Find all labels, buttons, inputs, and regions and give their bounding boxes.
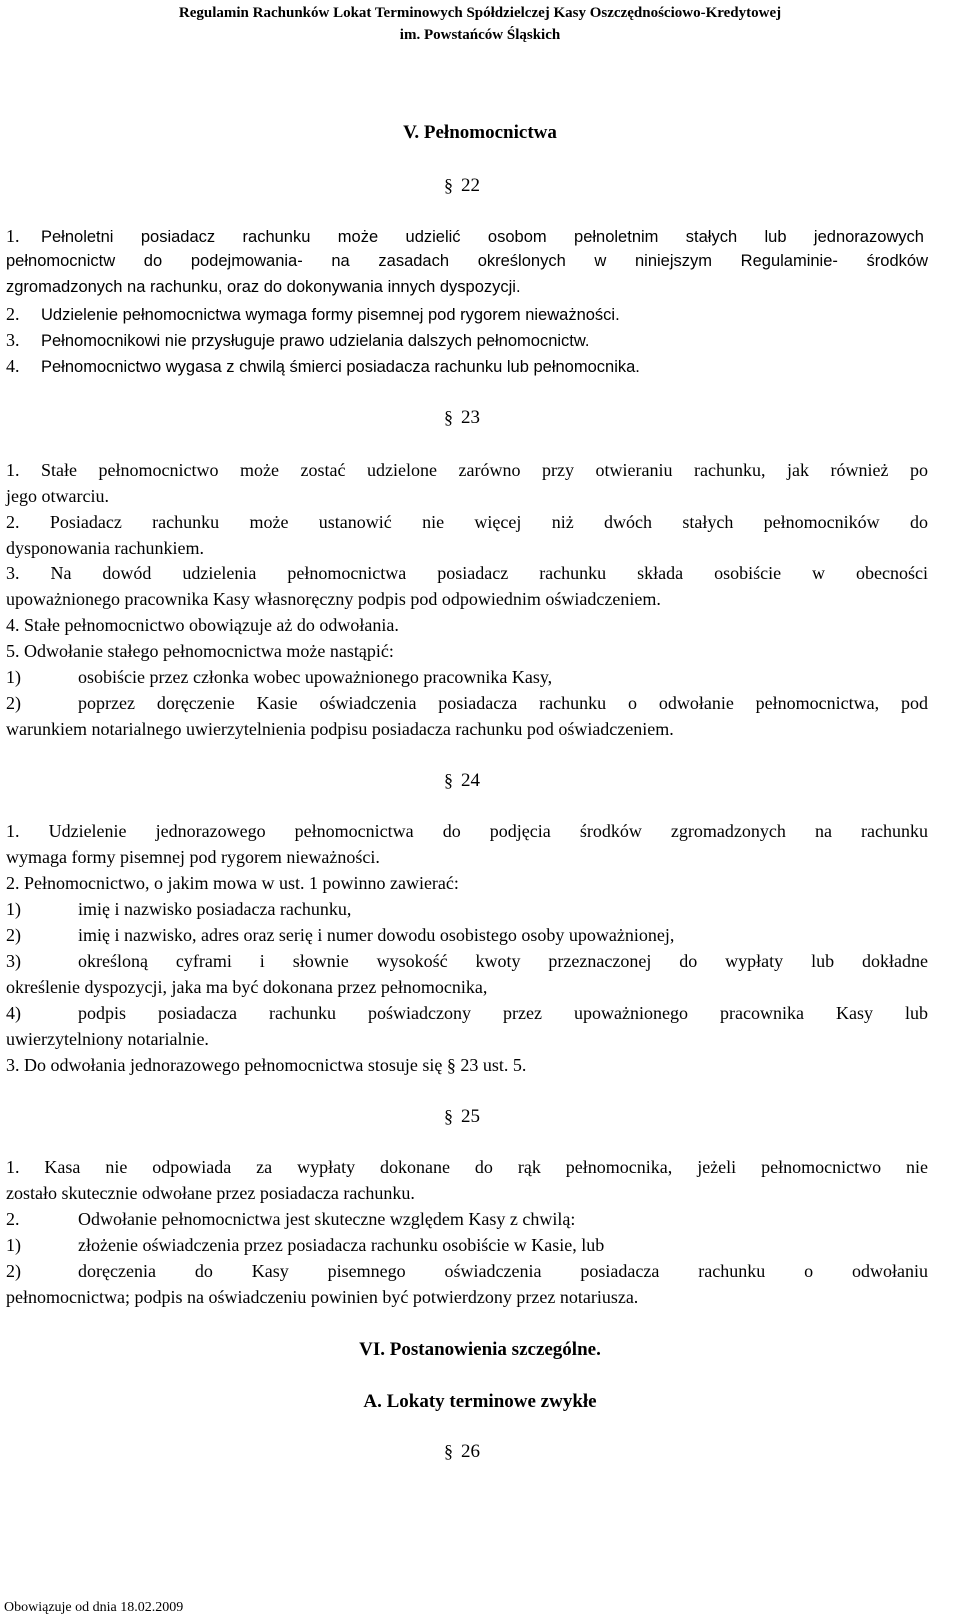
p22-item-1-line-2: pełnomocnictw do podejmowania- na zasadach określonych w niniejszym Regulaminie- środków — [6, 252, 928, 270]
p23-item-1-line-2: jego otwarciu. — [6, 486, 109, 506]
p24-sub-4-line-2: uwierzytelniony notarialnie. — [6, 1029, 209, 1049]
paragraph-number: 25 — [461, 1106, 480, 1127]
section-vi-title: VI. Postanowienia szczególne. — [359, 1339, 601, 1360]
p23-sub-2-line-2: warunkiem notarialnego uwierzytelnienia podpisu posiadacza rachunku pod oświadczeniem. — [6, 719, 674, 739]
section-sign: § — [444, 175, 453, 195]
paragraph-mark-22 — [444, 175, 480, 197]
p23-item-3-line-1: 3. Na dowód udzielenia pełnomocnictwa posiadacz rachunku składa osobiście w obecności — [6, 563, 928, 583]
header-line-1: Regulamin Rachunków Lokat Terminowych Spółdzielczej Kasy Oszczędnościowo-Kredytowej — [178, 5, 782, 21]
running-header — [0, 2, 960, 46]
p24-sub-1: 1) imię i nazwisko posiadacza rachunku, — [6, 899, 352, 919]
paragraph-number: 23 — [461, 407, 480, 428]
p25-sub-2-line-1: 2) doręczenia do Kasy pisemnego oświadczenia posiadacza rachunku o odwołaniu — [6, 1261, 928, 1281]
paragraph-number: 24 — [461, 770, 480, 791]
paragraph-mark-23 — [444, 407, 480, 429]
p23-sub-2-line-1: 2) poprzez doręczenie Kasie oświadczenia posiadacza rachunku o odwołanie pełnomocnictwa, pod — [6, 693, 928, 713]
p24-item-2: 2. Pełnomocnictwo, o jakim mowa w ust. 1 powinno zawierać: — [6, 873, 459, 893]
page-footer: Obowiązuje od dnia 18.02.2009 — [4, 1600, 184, 1615]
p25-item-2: 2. Odwołanie pełnomocnictwa jest skuteczne względem Kasy z chwilą: — [6, 1209, 576, 1229]
p22-item-4: 4. Pełnomocnictwo wygasa z chwilą śmierci posiadacza rachunku lub pełnomocnika. — [6, 356, 640, 376]
p22-item-1-line-1: 1. Pełnoletni posiadacz rachunku może udzielić osobom pełnoletnim stałych lub jednorazowych — [6, 226, 924, 246]
section-sign: § — [444, 1441, 453, 1461]
p24-item-3: 3. Do odwołania jednorazowego pełnomocnictwa stosuje się § 23 ust. 5. — [6, 1055, 527, 1075]
p24-item-1-line-1: 1. Udzielenie jednorazowego pełnomocnictwa do podjęcia środków zgromadzonych na rachunku — [6, 821, 928, 841]
section-sign: § — [444, 1106, 453, 1126]
p23-sub-1: 1) osobiście przez członka wobec upoważnionego pracownika Kasy, — [6, 667, 553, 687]
p25-sub-1: 1) złożenie oświadczenia przez posiadacza rachunku osobiście w Kasie, lub — [6, 1235, 605, 1255]
p25-item-1-line-1: 1. Kasa nie odpowiada za wypłaty dokonane do rąk pełnomocnika, jeżeli pełnomocnictwo nie — [6, 1157, 928, 1177]
header-line-2: im. Powstańców Śląskich — [399, 27, 561, 43]
p23-item-5: 5. Odwołanie stałego pełnomocnictwa może nastąpić: — [6, 641, 394, 661]
p25-item-1-line-2: zostało skutecznie odwołane przez posiadacza rachunku. — [6, 1183, 415, 1203]
p25-sub-2-line-2: pełnomocnictwa; podpis na oświadczeniu powinien być potwierdzony przez notariusza. — [6, 1287, 639, 1307]
p23-item-2-line-1: 2. Posiadacz rachunku może ustanowić nie więcej niż dwóch stałych pełnomocników do — [6, 512, 928, 532]
p22-item-1-line-3: zgromadzonych na rachunku, oraz do dokonywania innych dyspozycji. — [6, 278, 521, 296]
paragraph-number: 22 — [461, 175, 480, 196]
p24-sub-3-line-1: 3) określoną cyframi i słownie wysokość kwoty przeznaczonej do wypłaty lub dokładne — [6, 951, 928, 971]
p24-sub-4-line-1: 4) podpis posiadacza rachunku poświadczony przez upoważnionego pracownika Kasy lub — [6, 1003, 928, 1023]
paragraph-mark-26 — [444, 1441, 480, 1463]
p24-sub-2: 2) imię i nazwisko, adres oraz serię i numer dowodu osobistego osoby upoważnionej, — [6, 925, 675, 945]
p22-item-2: 2. Udzielenie pełnomocnictwa wymaga formy pisemnej pod rygorem nieważności. — [6, 304, 620, 324]
p23-item-4: 4. Stałe pełnomocnictwo obowiązuje aż do odwołania. — [6, 615, 399, 635]
paragraph-mark-24 — [444, 770, 480, 792]
paragraph-number: 26 — [461, 1441, 480, 1462]
p23-item-2-line-2: dysponowania rachunkiem. — [6, 538, 204, 558]
section-sign: § — [444, 770, 453, 790]
paragraph-mark-25 — [444, 1106, 480, 1128]
p23-item-3-line-2: upoważnionego pracownika Kasy własnoręczny podpis pod odpowiednim oświadczeniem. — [6, 589, 661, 609]
p22-item-3: 3. Pełnomocnikowi nie przysługuje prawo udzielania dalszych pełnomocnictw. — [6, 330, 590, 350]
p23-item-1-line-1: 1. Stałe pełnomocnictwo może zostać udzielone zarówno przy otwieraniu rachunku, jak również po — [6, 460, 928, 480]
p24-item-1-line-2: wymaga formy pisemnej pod rygorem nieważności. — [6, 847, 380, 867]
p24-sub-3-line-2: określenie dyspozycji, jaka ma być dokonana przez pełnomocnika, — [6, 977, 488, 997]
section-sign: § — [444, 407, 453, 427]
section-v-title: V. Pełnomocnictwa — [403, 122, 557, 143]
section-sign: § — [446, 1055, 456, 1075]
section-vi-subtitle: A. Lokaty terminowe zwykłe — [363, 1391, 597, 1412]
